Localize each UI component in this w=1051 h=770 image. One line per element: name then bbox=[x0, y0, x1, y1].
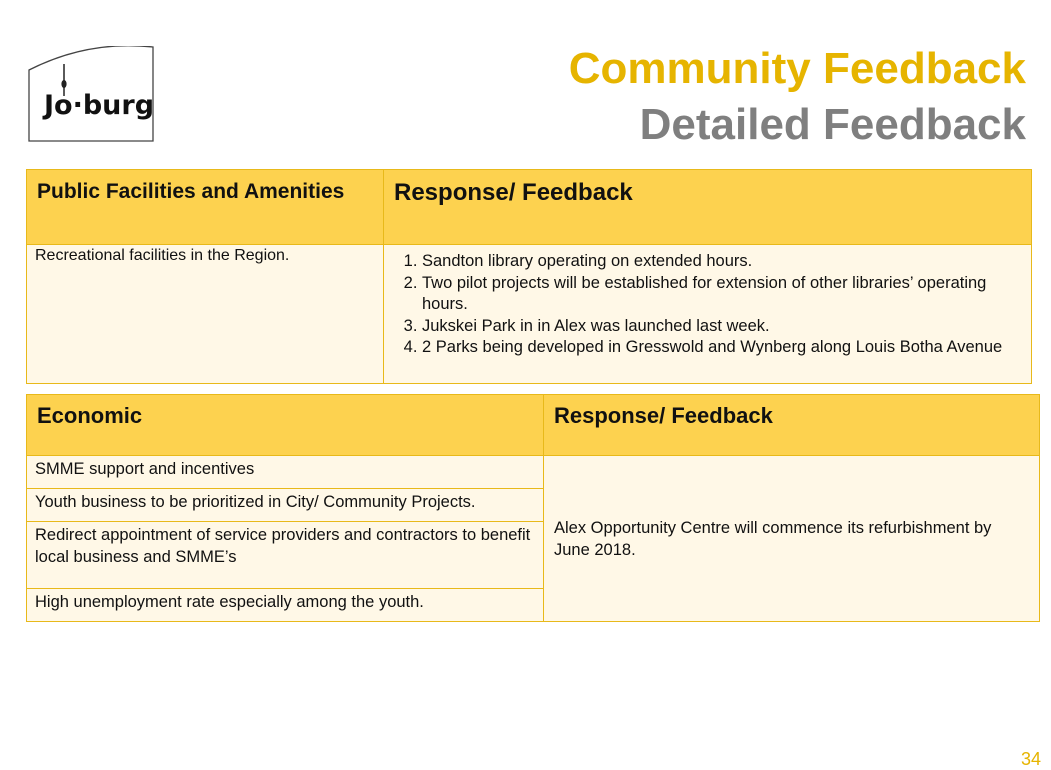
facilities-topic-cell: Recreational facilities in the Region. bbox=[27, 245, 384, 384]
table-row: High unemployment rate especially among the youth. bbox=[27, 589, 544, 622]
logo-wordmark: Jo·burg bbox=[44, 90, 155, 121]
list-item: 2. Two pilot projects will be established for extension of other libraries’ operating hours. bbox=[422, 273, 1023, 316]
facilities-response-cell bbox=[384, 245, 1032, 384]
economic-table bbox=[26, 394, 1040, 622]
facilities-table bbox=[26, 169, 1032, 384]
economic-header-response: Response/ Feedback bbox=[544, 395, 1040, 456]
page-number: 34 bbox=[1020, 749, 1041, 769]
table-row: Youth business to be prioritized in City/ Community Projects. bbox=[27, 489, 544, 522]
joburg-logo bbox=[28, 46, 154, 142]
page-title: Community Feedback bbox=[568, 44, 1026, 93]
table-row: SMME support and incentives bbox=[27, 456, 544, 489]
list-item: 1. Sandton library operating on extended hours. bbox=[422, 251, 1023, 273]
page-subtitle: Detailed Feedback bbox=[639, 100, 1026, 149]
list-item: 3. Jukskei Park in in Alex was launched last week. bbox=[422, 316, 1023, 338]
table-row: Redirect appointment of service providers and contractors to benefit local business and SMME’s bbox=[27, 522, 544, 589]
list-item: 4. 2 Parks being developed in Gresswold and Wynberg along Louis Botha Avenue bbox=[422, 337, 1023, 359]
facilities-header-topic: Public Facilities and Amenities bbox=[27, 170, 384, 245]
facilities-response-list bbox=[394, 251, 1023, 359]
economic-header-topic: Economic bbox=[27, 395, 544, 456]
economic-response-cell: Alex Opportunity Centre will commence its refurbishment by June 2018. bbox=[544, 456, 1040, 622]
facilities-header-response: Response/ Feedback bbox=[384, 170, 1032, 245]
